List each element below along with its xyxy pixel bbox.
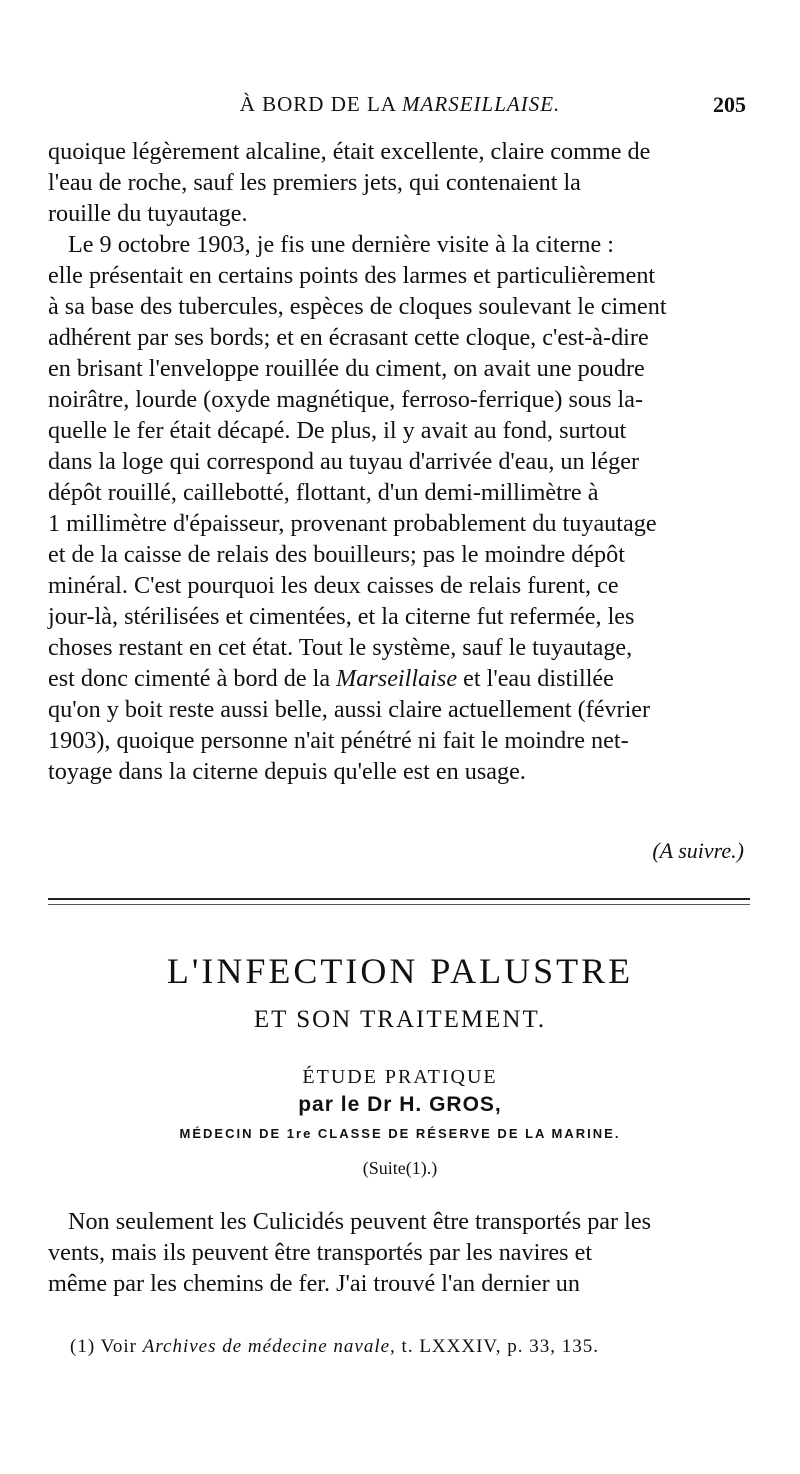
text-line: rouille du tuyautage. bbox=[48, 200, 248, 227]
section-divider-thin bbox=[48, 904, 750, 905]
text-line: à sa base des tubercules, espèces de cloques soulevant le ciment bbox=[48, 293, 667, 320]
text-line: Non seulement les Culicidés peuvent être transportés par les bbox=[68, 1208, 652, 1235]
text-line: elle présentait en certains points des larmes et particulièrement bbox=[48, 262, 656, 289]
footnote-journal: Archives de médecine navale, bbox=[142, 1336, 396, 1357]
text-line: dans la loge qui correspond au tuyau d'arrivée d'eau, un léger bbox=[48, 448, 640, 475]
text-line: noirâtre, lourde (oxyde magnétique, ferroso-ferrique) sous la- bbox=[48, 386, 644, 413]
page-header bbox=[0, 92, 800, 122]
text-line: en brisant l'enveloppe rouillée du ciment, on avait une poudre bbox=[48, 355, 645, 382]
running-head-prefix: À BORD DE LA bbox=[239, 92, 396, 116]
footnote-prefix: Voir bbox=[100, 1336, 137, 1357]
page-number: 205 bbox=[713, 92, 746, 117]
running-head-ship: MARSEILLAISE. bbox=[402, 92, 561, 116]
text-line: vents, mais ils peuvent être transportés par les navires et bbox=[48, 1239, 593, 1266]
text-line: jour-là, stérilisées et cimentées, et la citerne fut refermée, les bbox=[48, 603, 635, 630]
continuation-note: (Suite(1).) bbox=[362, 1158, 438, 1178]
text-line: adhérent par ses bords; et en écrasant cette cloque, c'est-à-dire bbox=[48, 324, 649, 351]
running-head bbox=[0, 92, 800, 117]
article-kicker: ÉTUDE PRATIQUE bbox=[302, 1066, 498, 1088]
author-affiliation: MÉDECIN DE 1re CLASSE DE RÉSERVE DE LA MARINE. bbox=[179, 1126, 621, 1141]
footnote-marker: (1) bbox=[70, 1336, 96, 1357]
section1-text bbox=[48, 136, 750, 787]
ship-name: Marseillaise bbox=[336, 665, 458, 692]
text-line: choses restant en cet état. Tout le système, sauf le tuyautage, bbox=[48, 634, 633, 661]
footnote-reference: t. LXXXIV, p. 33, 135. bbox=[401, 1336, 599, 1357]
text-line: dépôt rouillé, caillebotté, flottant, d'un demi-millimètre à bbox=[48, 479, 599, 506]
article-subtitle: ET SON TRAITEMENT. bbox=[253, 1006, 547, 1033]
section-divider bbox=[48, 898, 750, 900]
text-line: qu'on y boit reste aussi belle, aussi claire actuellement (février bbox=[48, 696, 651, 723]
text-line: 1 millimètre d'épaisseur, provenant probablement du tuyautage bbox=[48, 510, 657, 537]
text-line: minéral. C'est pourquoi les deux caisses de relais furent, ce bbox=[48, 572, 619, 599]
article-author: par le Dr H. GROS, bbox=[298, 1093, 502, 1116]
text-line: quoique légèrement alcaline, était excellente, claire comme de bbox=[48, 138, 651, 165]
text-line: quelle le fer était décapé. De plus, il y avait au fond, surtout bbox=[48, 417, 627, 444]
text-line: 1903), quoique personne n'ait pénétré ni fait le moindre net- bbox=[48, 727, 629, 754]
text-segment: est donc cimenté à bord de la bbox=[48, 665, 331, 692]
text-line bbox=[48, 663, 750, 694]
text-line: l'eau de roche, sauf les premiers jets, qui contenaient la bbox=[48, 169, 581, 196]
text-line: et de la caisse de relais des bouilleurs; pas le moindre dépôt bbox=[48, 541, 625, 568]
article-text bbox=[48, 1206, 750, 1299]
text-line: toyage dans la citerne depuis qu'elle est en usage. bbox=[48, 758, 526, 785]
text-line: même par les chemins de fer. J'ai trouvé l'an dernier un bbox=[48, 1270, 580, 1297]
footnote bbox=[70, 1336, 770, 1358]
text-line: Le 9 octobre 1903, je fis une dernière visite à la citerne : bbox=[68, 231, 615, 258]
to-be-continued: (A suivre.) bbox=[652, 838, 744, 863]
article-title: L'INFECTION PALUSTRE bbox=[166, 951, 634, 991]
text-segment: et l'eau distillée bbox=[463, 665, 614, 692]
